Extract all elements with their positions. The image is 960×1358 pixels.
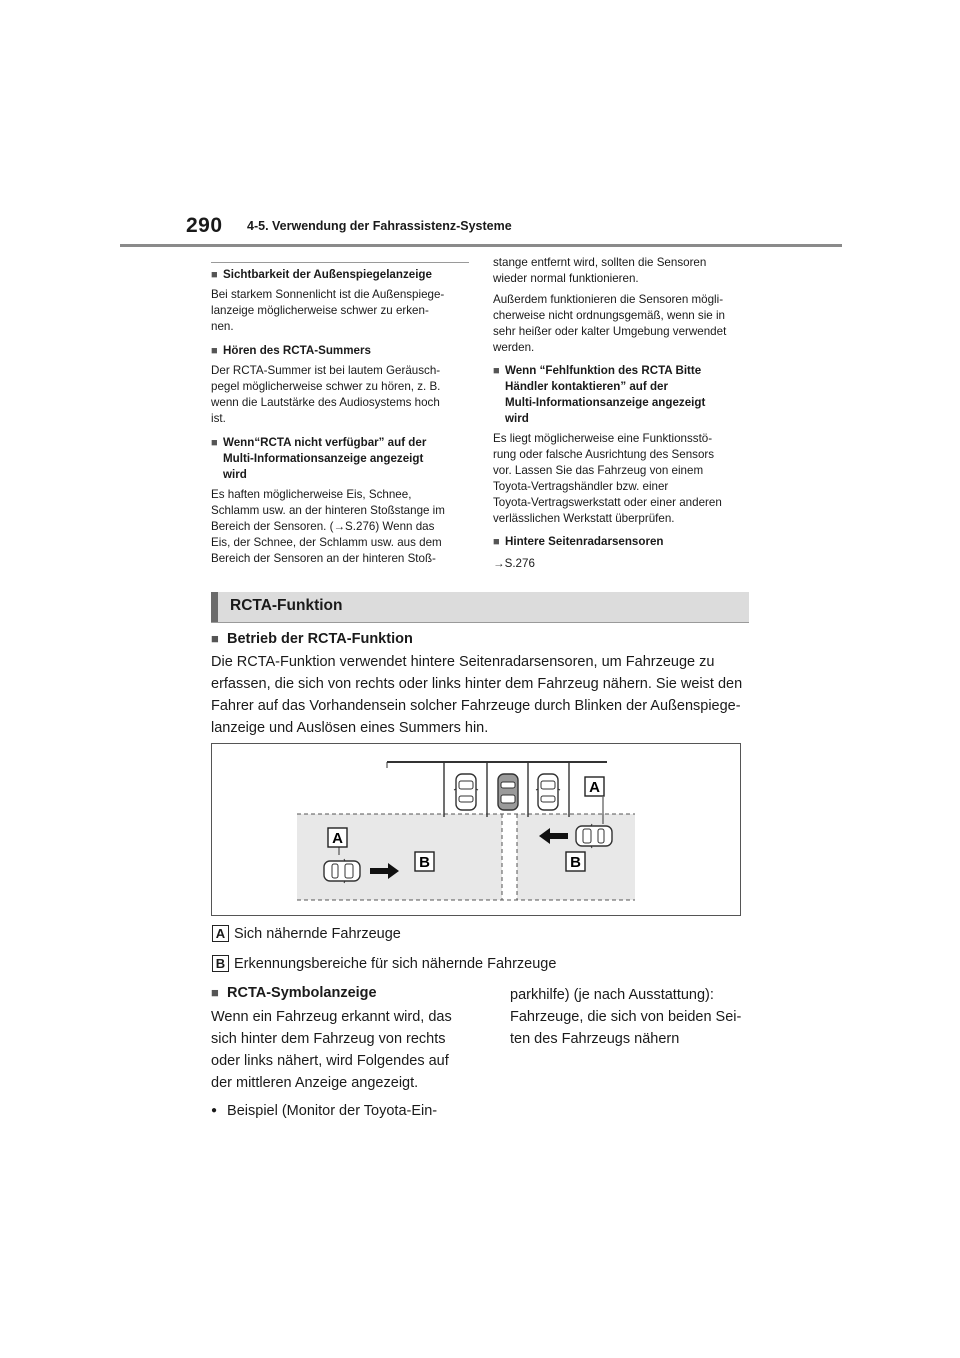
square-bullet-icon: ■ <box>211 437 218 449</box>
approaching-car-left-icon <box>324 859 360 883</box>
square-bullet-icon: ■ <box>493 365 500 377</box>
legend-letter: A <box>212 925 229 942</box>
header-rule <box>120 244 842 247</box>
own-car-icon <box>498 774 518 810</box>
svg-text:B: B <box>419 854 430 871</box>
rcta-diagram <box>211 743 741 916</box>
section-title: RCTA-Funktion <box>230 597 343 614</box>
subsection-rule <box>211 262 469 263</box>
subsection-body: Bei starkem Sonnenlicht ist die Außenspiege- lanzeige möglicherweise schwer zu erken- nen. <box>211 288 445 333</box>
legend-item-b <box>212 955 556 972</box>
subsection-heading: ■ Sichtbarkeit der Außenspiegelanzeige <box>211 268 432 281</box>
symbol-section-left <box>211 985 471 1122</box>
rcta-operation-heading: ■ Betrieb der RCTA-Funktion <box>211 631 413 647</box>
symbol-section-body: Wenn ein Fahrzeug erkannt wird, das sich hinter dem Fahrzeug von rechts oder links nähert, wird Folgendes auf der mittleren Anzeige angezeigt. <box>211 1009 452 1091</box>
square-bullet-icon: ■ <box>211 631 219 646</box>
approaching-car-right-icon <box>576 824 612 848</box>
rcta-operation-body: Die RCTA-Funktion verwendet hintere Seitenradarsensoren, um Fahrzeuge zu erfassen, die sich von rechts oder links hinter dem Fahrzeug nähern. Sie weist den Fahrer auf das Vorhandensein solcher Fahrzeuge durch Blinken der Außenspiege- lanzeige und Auslösen eines Summers hin. <box>211 654 743 736</box>
continuation-text: stange entfernt wird, sollten die Sensoren wieder normal funktionieren. <box>493 256 707 285</box>
right-column <box>493 255 755 572</box>
label-a-right <box>585 777 604 796</box>
subsection-heading: ■ Wenn“RCTA nicht verfügbar” auf der Multi-Informationsanzeige angezeigt wird <box>211 436 427 481</box>
square-bullet-icon: ■ <box>493 536 500 548</box>
legend-letter: B <box>212 955 229 972</box>
symbol-section-heading: ■ RCTA-Symbolanzeige <box>211 985 377 1001</box>
svg-text:A: A <box>332 830 343 847</box>
bullet-dot-icon: ● <box>211 1105 218 1116</box>
symbol-section-right: parkhilfe) (je nach Ausstattung): Fahrzeuge, die sich von beiden Sei- ten des Fahrzeugs nähern <box>510 987 742 1047</box>
parking-diagram <box>212 744 740 915</box>
label-b-left <box>415 852 434 871</box>
chapter-title: 4-5. Verwendung der Fahrassistenz-Systeme <box>247 219 512 233</box>
svg-text:A: A <box>589 779 600 796</box>
subsection-heading: ■ Hören des RCTA-Summers <box>211 344 371 357</box>
legend-item-a <box>212 925 401 942</box>
subsection-body: Es haften möglicherweise Eis, Schnee, Schlamm usw. an der hinteren Stoßstange im Bereich der Sensoren. (→S.276) Wenn das Eis, der Schnee, der Schlamm usw. aus dem Bereich der Sensoren an der hinteren Stoß- <box>211 488 445 565</box>
page-number: 290 <box>186 214 223 237</box>
legend-text: Erkennungsbereiche für sich nähernde Fahrzeuge <box>234 955 557 972</box>
rcta-operation <box>211 631 751 739</box>
legend-text: Sich nähernde Fahrzeuge <box>234 925 401 942</box>
left-column <box>211 262 469 567</box>
paragraph: Außerdem funktionieren die Sensoren mögli- cherweise nicht ordnungsgemäß, wenn sie in sehr heißer oder kalter Umgebung verwendet werden. <box>493 293 727 354</box>
subsection-body: Es liegt möglicherweise eine Funktionsstö- rung oder falsche Ausrichtung des Sensors vor. Lassen Sie das Fahrzeug von einem Toyota-Vertragshändler bzw. einer Toyota-Vertragswerkstatt oder einer anderen verlässlichen Werkstatt überprüfen. <box>493 432 722 525</box>
label-b-right <box>566 852 585 871</box>
square-bullet-icon: ■ <box>211 985 219 1000</box>
section-underline <box>211 622 749 623</box>
label-a-left <box>328 828 347 847</box>
subsection-body: Der RCTA-Summer ist bei lautem Geräusch- pegel möglicherweise schwer zu hören, z. B. wenn die Lautstärke des Audiosystems hoch ist. <box>211 364 441 425</box>
square-bullet-icon: ■ <box>211 345 218 357</box>
svg-text:B: B <box>570 854 581 871</box>
subsection-heading: ■ Wenn “Fehlfunktion des RCTA Bitte Händler kontaktieren” auf der Multi-Informationsanzeige angezeigt wird <box>493 364 706 425</box>
cross-reference-link[interactable]: →S.276 <box>493 557 535 570</box>
detection-area-left <box>297 814 502 900</box>
parked-car-icon <box>454 774 478 810</box>
parked-car-icon <box>536 774 560 810</box>
square-bullet-icon: ■ <box>211 269 218 281</box>
subsection-heading: ■ Hintere Seitenradarsensoren <box>493 535 664 548</box>
bullet-item: ● Beispiel (Monitor der Toyota-Ein- <box>211 1100 471 1122</box>
section-title-bar <box>211 592 749 622</box>
